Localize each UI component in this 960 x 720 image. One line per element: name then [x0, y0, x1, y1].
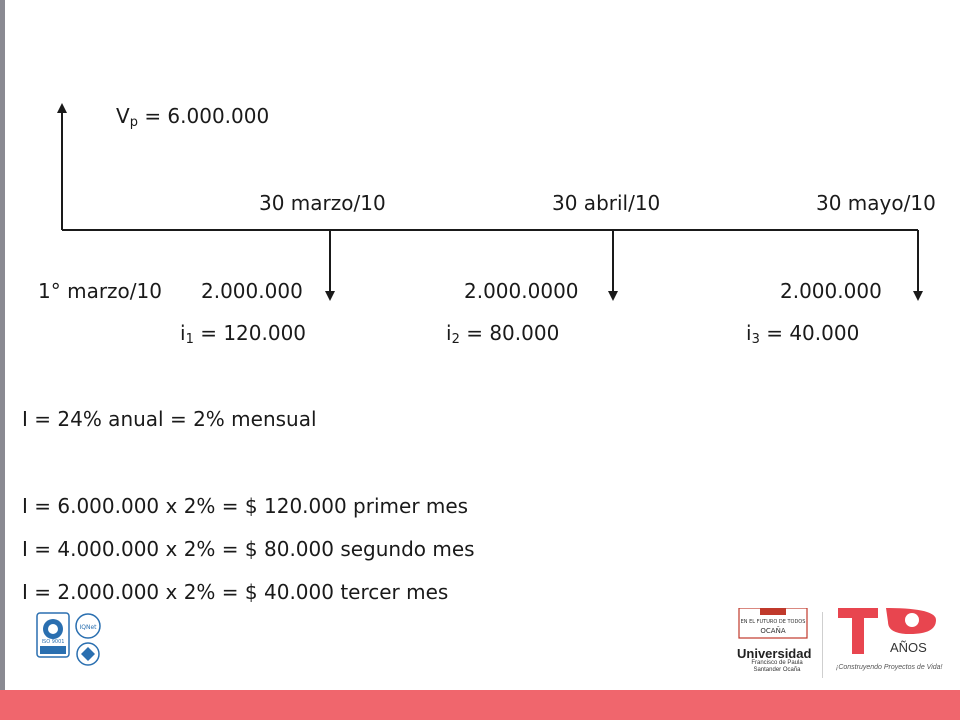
- interest-equation-3: I = 2.000.000 x 2% = $ 40.000 tercer mes: [22, 580, 449, 604]
- university-emblem: [738, 608, 808, 640]
- date-label-3: 30 mayo/10: [816, 191, 936, 215]
- svg-text:EN EL FUTURO DE TODOS: EN EL FUTURO DE TODOS: [740, 619, 806, 625]
- bottom-color-band: [0, 690, 960, 720]
- interest-label-1: $i_1 = 120.000$: [180, 321, 307, 347]
- logo-divider: [822, 612, 823, 678]
- rate-statement: I = 24% anual = 2% mensual: [22, 407, 317, 431]
- date-label-1: 30 marzo/10: [259, 191, 386, 215]
- iso-certification-icon: [36, 612, 70, 670]
- date-label-2: 30 abril/10: [552, 191, 661, 215]
- interest-label-3: $i_3 = 40.000$: [746, 321, 860, 347]
- interest-equation-2: I = 4.000.000 x 2% = $ 80.000 segundo mes: [22, 537, 475, 561]
- anniversary-label: AÑOS: [890, 640, 927, 655]
- iqnet-certification-icon: [72, 612, 104, 670]
- slogan: ¡Construyendo Proyectos de Vida!: [836, 664, 943, 671]
- university-name: Universidad: [737, 646, 812, 661]
- payment-amount-2: 2.000.0000: [464, 279, 579, 303]
- payment-amount-3: 2.000.000: [780, 279, 882, 303]
- date-label-start: 1° marzo/10: [38, 279, 162, 303]
- interest-label-2: $i_2 = 80.000$: [446, 321, 560, 347]
- university-subtitle: Francisco de Paula Santander Ocaña: [751, 660, 803, 673]
- svg-text:OCAÑA: OCAÑA: [760, 627, 786, 635]
- payment-amount-1: 2.000.000: [201, 279, 303, 303]
- svg-text:IQNet: IQNet: [79, 624, 97, 631]
- svg-text:ISO 9001: ISO 9001: [41, 639, 65, 645]
- present-value-label: $V_p = 6.000.000$: [116, 104, 270, 130]
- interest-equation-1: I = 6.000.000 x 2% = $ 120.000 primer mes: [22, 494, 469, 518]
